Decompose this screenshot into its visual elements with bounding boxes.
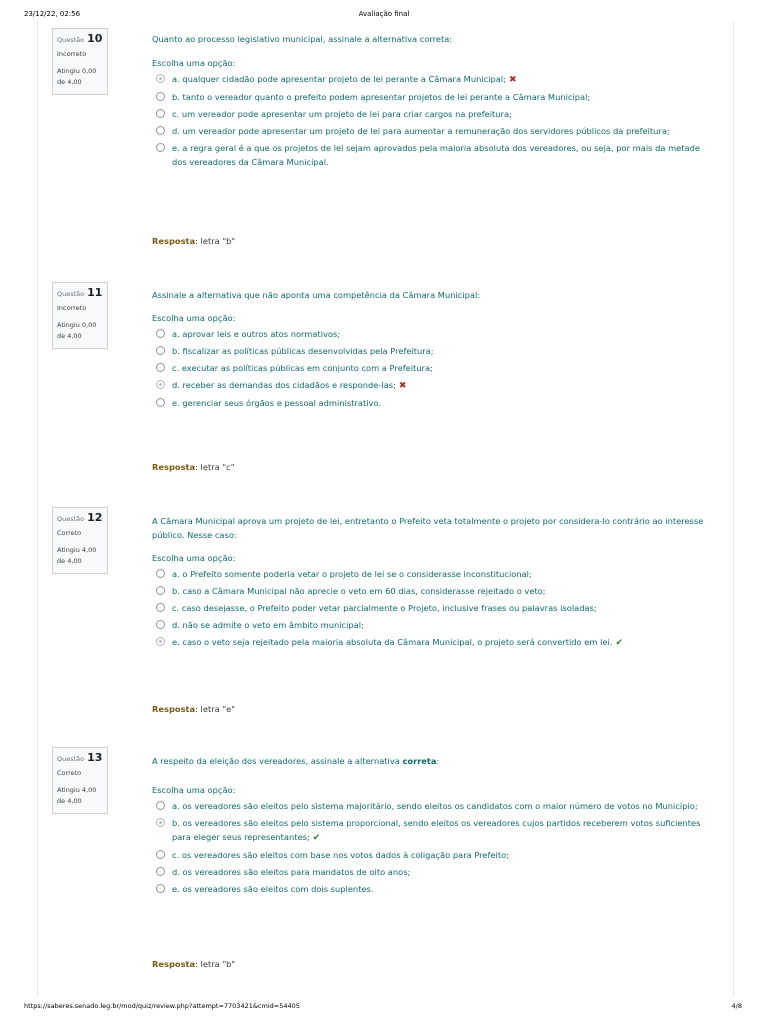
print-date: 23/12/22, 02:56 xyxy=(24,10,81,18)
radio-icon[interactable] xyxy=(156,850,165,859)
question-info xyxy=(52,507,108,574)
question-number: 12 xyxy=(87,511,103,524)
answer-option[interactable] xyxy=(152,90,712,104)
answer-text: a. o Prefeito somente poderia vetar o projeto de lei se o considerasse inconstitucional; xyxy=(172,569,532,579)
radio-icon[interactable] xyxy=(156,346,165,355)
answer-option[interactable] xyxy=(152,72,712,87)
incorrect-icon: ✖ xyxy=(398,381,407,391)
answer-option[interactable] xyxy=(152,378,712,393)
feedback xyxy=(152,959,235,969)
question-info xyxy=(52,747,108,814)
question-word: Questão xyxy=(57,36,85,44)
question-word: Questão xyxy=(57,290,85,298)
feedback-label: Resposta xyxy=(152,704,196,714)
answer-option[interactable] xyxy=(152,635,712,650)
radio-icon[interactable] xyxy=(156,363,165,372)
answer-text: e. a regra geral é a que os projetos de lei sejam aprovados pela maioria absoluta dos vereadores, ou seja, por mais da metade dos vereadores da Câmara Municipal. xyxy=(172,143,700,167)
question-number: 13 xyxy=(87,751,103,764)
question-text: Assinale a alternativa que não aponta uma competência da Câmara Municipal: xyxy=(152,290,481,300)
answer-list xyxy=(152,327,712,410)
answer-text: c. executar as políticas públicas em conjunto com a Prefeitura; xyxy=(172,363,433,373)
question-state: Incorreto xyxy=(57,304,87,312)
answer-text: b. tanto o vereador quanto o prefeito podem apresentar projetos de lei perante a Câmara Municipal; xyxy=(172,92,591,102)
question-word: Questão xyxy=(57,755,85,763)
radio-icon[interactable] xyxy=(156,569,165,578)
radio-icon[interactable] xyxy=(156,884,165,893)
answer-option[interactable] xyxy=(152,141,712,169)
answer-text: e. os vereadores são eleitos com dois suplentes. xyxy=(172,884,374,894)
answer-text: c. um vereador pode apresentar um projeto de lei para criar cargos na prefeitura; xyxy=(172,109,512,119)
question-text: Quanto ao processo legislativo municipal, assinale a alternativa correta: xyxy=(152,34,453,44)
answer-text: c. os vereadores são eleitos com base nos votos dados à coligação para Prefeito; xyxy=(172,850,509,860)
question-content xyxy=(152,32,712,172)
answer-text: e. gerenciar seus órgãos e pessoal administrativo. xyxy=(172,398,381,408)
print-url: https://saberes.senado.leg.br/mod/quiz/review.php?attempt=7703421&cmid=54405 xyxy=(24,1002,300,1010)
radio-icon[interactable] xyxy=(156,637,165,646)
correct-icon: ✔ xyxy=(615,638,623,648)
feedback-value: : letra "e" xyxy=(195,704,236,714)
answer-list xyxy=(152,799,712,896)
answer-prompt: Escolha uma opção: xyxy=(152,58,236,68)
question-text xyxy=(152,754,712,768)
answer-text-wrap xyxy=(172,816,712,845)
answer-prompt: Escolha uma opção: xyxy=(152,553,236,563)
feedback xyxy=(152,462,235,472)
answer-text-wrap xyxy=(172,378,712,393)
question-number: 10 xyxy=(87,32,103,45)
answer-option[interactable] xyxy=(152,584,712,598)
question-text-start: A respeito da eleição dos vereadores, assinale a alternativa xyxy=(152,756,403,766)
answer-text: b. os vereadores são eleitos pelo sistema proporcional, sendo eleitos os vereadores cujos partidos receberem votos suficientes para eleger seus representantes; xyxy=(172,818,701,842)
radio-icon[interactable] xyxy=(156,586,165,595)
question-word: Questão xyxy=(57,515,85,523)
question-number: 11 xyxy=(87,286,103,299)
radio-icon[interactable] xyxy=(156,603,165,612)
radio-icon[interactable] xyxy=(156,398,165,407)
answer-list xyxy=(152,567,712,650)
question-13 xyxy=(52,747,712,977)
question-content xyxy=(152,754,712,899)
question-state: Correto xyxy=(57,529,82,537)
answer-option[interactable] xyxy=(152,396,712,410)
answer-list xyxy=(152,72,712,169)
answer-text: e. caso o veto seja rejeitado pela maioria absoluta da Câmara Municipal, o projeto será convertido em lei. xyxy=(172,637,613,647)
answer-option[interactable] xyxy=(152,816,712,845)
answer-option[interactable] xyxy=(152,865,712,879)
incorrect-icon: ✖ xyxy=(508,75,517,85)
radio-icon[interactable] xyxy=(156,74,165,83)
feedback-label: Resposta xyxy=(152,462,196,472)
question-grade: Atingiu 4,00 de 4,00 xyxy=(57,786,97,805)
question-text-end: : xyxy=(436,756,440,766)
print-header xyxy=(0,10,768,22)
question-10 xyxy=(52,28,712,248)
question-text-emphasis: correta xyxy=(402,756,437,766)
radio-icon[interactable] xyxy=(156,109,165,118)
question-12 xyxy=(52,507,712,722)
answer-text: b. caso a Câmara Municipal não aprecie o veto em 60 dias, considerasse rejeitado o veto; xyxy=(172,586,546,596)
feedback-value: : letra "c" xyxy=(195,462,235,472)
question-11 xyxy=(52,282,712,482)
radio-icon[interactable] xyxy=(156,818,165,827)
radio-icon[interactable] xyxy=(156,92,165,101)
answer-option[interactable] xyxy=(152,361,712,375)
answer-prompt: Escolha uma opção: xyxy=(152,313,236,323)
answer-text: b. fiscalizar as políticas públicas desenvolvidas pela Prefeitura; xyxy=(172,346,434,356)
feedback-value: : letra "b" xyxy=(195,959,236,969)
answer-option[interactable] xyxy=(152,882,712,896)
feedback-label: Resposta xyxy=(152,236,196,246)
radio-icon[interactable] xyxy=(156,867,165,876)
answer-text-wrap xyxy=(172,72,712,87)
question-grade: Atingiu 0,00 de 4,00 xyxy=(57,321,97,340)
print-page-number: 4/8 xyxy=(731,1002,742,1010)
question-info xyxy=(52,28,108,95)
answer-text: d. um vereador pode apresentar um projeto de lei para aumentar a remuneração dos servidores públicos da prefeitura; xyxy=(172,126,670,136)
answer-text: d. receber as demandas dos cidadãos e responde-las; xyxy=(172,380,396,390)
feedback xyxy=(152,704,235,714)
question-content xyxy=(152,288,712,413)
answer-option[interactable] xyxy=(152,567,712,581)
answer-text: c. caso desejasse, o Prefeito poder vetar parcialmente o Projeto, inclusive frases ou palavras isoladas; xyxy=(172,603,597,613)
question-state: Incorreto xyxy=(57,50,87,58)
answer-option[interactable] xyxy=(152,327,712,341)
answer-text: a. qualquer cidadão pode apresentar projeto de lei perante a Câmara Municipal; xyxy=(172,74,506,84)
answer-text: d. não se admite o veto em âmbito municipal; xyxy=(172,620,364,630)
answer-text: a. aprovar leis e outros atos normativos; xyxy=(172,329,341,339)
answer-option[interactable] xyxy=(152,124,712,138)
question-grade: Atingiu 0,00 de 4,00 xyxy=(57,67,97,86)
radio-icon[interactable] xyxy=(156,126,165,135)
answer-option[interactable] xyxy=(152,618,712,632)
correct-icon: ✔ xyxy=(312,833,321,843)
print-title: Avaliação final xyxy=(358,10,410,18)
radio-icon[interactable] xyxy=(156,620,165,629)
answer-option[interactable] xyxy=(152,799,712,813)
answer-option[interactable] xyxy=(152,848,712,862)
question-text: A Câmara Municipal aprova um projeto de lei, entretanto o Prefeito veta totalmente o projeto por considera-lo contrário ao interesse público. Nesse caso: xyxy=(152,516,704,540)
feedback-value: : letra "b" xyxy=(195,236,236,246)
answer-option[interactable] xyxy=(152,601,712,615)
radio-icon[interactable] xyxy=(156,380,165,389)
print-footer xyxy=(0,1002,768,1014)
question-grade: Atingiu 4,00 de 4,00 xyxy=(57,546,97,565)
answer-option[interactable] xyxy=(152,344,712,358)
answer-text-wrap xyxy=(172,635,712,650)
answer-text: d. os vereadores são eleitos para mandatos de oito anos; xyxy=(172,867,411,877)
question-content xyxy=(152,514,712,653)
radio-icon[interactable] xyxy=(156,143,165,152)
question-state: Correto xyxy=(57,769,82,777)
question-info xyxy=(52,282,108,349)
answer-option[interactable] xyxy=(152,107,712,121)
answer-prompt: Escolha uma opção: xyxy=(152,785,236,795)
feedback-label: Resposta xyxy=(152,959,196,969)
answer-text: a. os vereadores são eleitos pelo sistema majoritário, sendo eleitos os candidatos com o maior número de votos no Município; xyxy=(172,801,698,811)
radio-icon[interactable] xyxy=(156,329,165,338)
radio-icon[interactable] xyxy=(156,801,165,810)
feedback xyxy=(152,236,235,246)
